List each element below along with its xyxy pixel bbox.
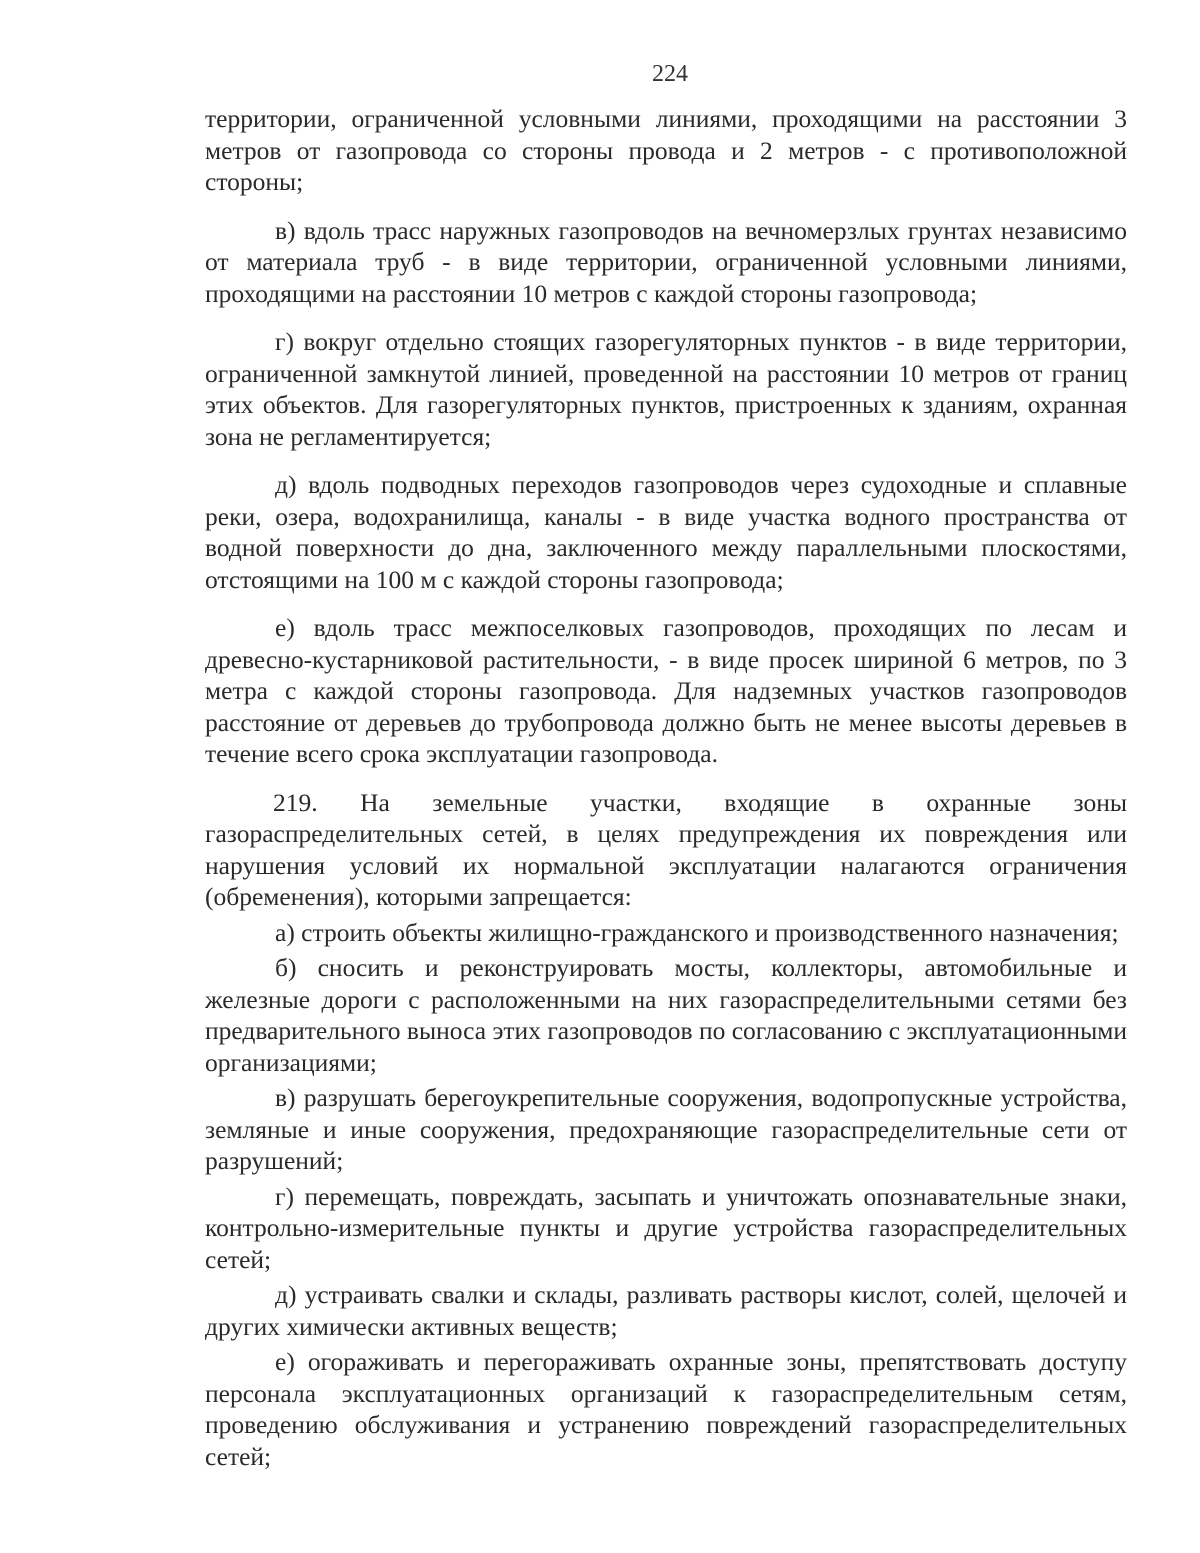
restriction-item-a: а) строить объекты жилищно-гражданского и производственного назначения; [275, 917, 1119, 947]
paragraph-item-d: д) вдоль подводных переходов газопроводов через судоходные и сплавные реки, озера, водохранилища, каналы - в виде участка водного пространства от водной поверхности до дна, заключенного между параллельными плоскостями, отстоящими на 100 м с каждой стороны газопровода; [205, 470, 1127, 594]
restriction-item-b: б) сносить и реконструировать мосты, коллекторы, автомобильные и железные дороги с расположенными на них газораспределительными сетями без предварительного выноса этих газопроводов по согласованию с эксплуатационными организациями; [205, 953, 1127, 1077]
paragraph-item-e: е) вдоль трасс межпоселковых газопроводов, проходящих по лесам и древесно-кустарниковой растительности, - в виде просек шириной 6 метров, по 3 метра с каждой стороны газопровода. Для надземных участков газопроводов расстояние от деревьев до трубопровода должно быть не менее высоты деревьев в течение всего срока эксплуатации газопровода. [205, 613, 1127, 768]
page-number: 224 [652, 61, 688, 87]
restriction-item-d: д) устраивать свалки и склады, разливать растворы кислот, солей, щелочей и других химически активных веществ; [205, 1280, 1127, 1341]
paragraph-219: 219. На земельные участки, входящие в охранные зоны газораспределительных сетей, в целях предупреждения их повреждения или нарушения условий их нормальной эксплуатации налагаются ограничения (обременения), которыми запрещается: [205, 787, 1127, 911]
restriction-item-v: в) разрушать берегоукрепительные сооружения, водопропускные устройства, земляные и иные сооружения, предохраняющие газораспределительные сети от разрушений; [205, 1083, 1127, 1175]
restriction-item-e: е) огораживать и перегораживать охранные зоны, препятствовать доступу персонала эксплуатационных организаций к газораспределительным сетям, проведению обслуживания и устранению повреждений газораспределительных сетей; [205, 1347, 1127, 1471]
document-body [205, 103, 1127, 1476]
paragraph-item-g: г) вокруг отдельно стоящих газорегуляторных пунктов - в виде территории, ограниченной замкнутой линией, проведенной на расстоянии 10 метров от границ этих объектов. Для газорегуляторных пунктов, пристроенных к зданиям, охранная зона не регламентируется; [205, 327, 1127, 451]
restriction-item-g: г) перемещать, повреждать, засыпать и уничтожать опознавательные знаки, контрольно-измерительные пункты и другие устройства газораспределительных сетей; [205, 1181, 1127, 1274]
paragraph-item-v: в) вдоль трасс наружных газопроводов на вечномерзлых грунтах независимо от материала труб - в виде территории, ограниченной условными линиями, проходящими на расстоянии 10 метров с каждой стороны газопровода; [205, 215, 1127, 308]
paragraph-continuation: территории, ограниченной условными линиями, проходящими на расстоянии 3 метров от газопровода со стороны провода и 2 метров - с противоположной стороны; [205, 104, 1127, 196]
